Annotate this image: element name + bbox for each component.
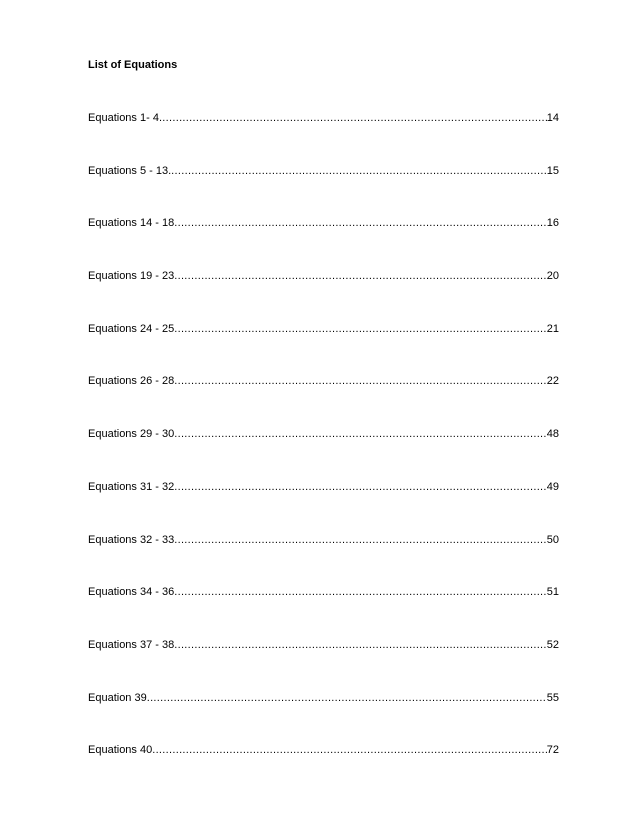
toc-entry-label: Equations 32 - 33 xyxy=(88,533,175,546)
toc-entry-page: 72 xyxy=(546,744,559,757)
dot-leader xyxy=(174,638,547,652)
toc-entry-page: 49 xyxy=(546,480,559,493)
toc-entry-page: 20 xyxy=(546,270,559,283)
toc-entry-label: Equations 29 - 30 xyxy=(88,428,175,441)
toc-entry-label: Equations 19 - 23 xyxy=(88,270,175,283)
toc-entry[interactable] xyxy=(88,164,559,217)
dot-leader xyxy=(174,585,547,599)
dot-leader xyxy=(174,533,547,547)
toc-entry[interactable] xyxy=(88,585,559,638)
toc-entry[interactable] xyxy=(88,269,559,322)
toc-entry-label: Equations 40 xyxy=(88,744,153,757)
toc-entry-page: 51 xyxy=(546,586,559,599)
toc-entry-label: Equations 34 - 36 xyxy=(88,586,175,599)
toc-entry-label: Equations 31 - 32 xyxy=(88,480,175,493)
dot-leader xyxy=(171,164,547,178)
dot-leader xyxy=(174,216,547,230)
toc-entry-label: Equations 14 - 18 xyxy=(88,217,175,230)
dot-leader xyxy=(174,427,547,441)
equation-list xyxy=(88,111,559,796)
toc-entry[interactable] xyxy=(88,427,559,480)
toc-entry-label: Equations 5 - 13. xyxy=(88,164,172,177)
toc-entry-page: 15 xyxy=(546,164,559,177)
toc-entry-page: 55 xyxy=(546,691,559,704)
toc-entry[interactable] xyxy=(88,111,559,164)
toc-entry[interactable] xyxy=(88,638,559,691)
toc-entry-label: Equations 37 - 38 xyxy=(88,638,175,651)
toc-entry[interactable] xyxy=(88,322,559,375)
dot-leader xyxy=(174,322,547,336)
dot-leader xyxy=(174,374,547,388)
toc-entry-page: 50 xyxy=(546,533,559,546)
toc-entry[interactable] xyxy=(88,480,559,533)
dot-leader xyxy=(174,269,547,283)
dot-leader xyxy=(147,691,547,705)
toc-entry-label: Equations 24 - 25 xyxy=(88,322,175,335)
toc-entry[interactable] xyxy=(88,743,559,796)
toc-entry-label: Equations 26 - 28 xyxy=(88,375,175,388)
toc-entry[interactable] xyxy=(88,533,559,586)
toc-entry[interactable] xyxy=(88,216,559,269)
dot-leader xyxy=(174,480,547,494)
toc-entry-page: 22 xyxy=(546,375,559,388)
page-title: List of Equations xyxy=(88,59,178,71)
toc-entry-label: Equations 1- 4 xyxy=(88,112,159,124)
dot-leader xyxy=(159,111,547,125)
toc-entry-page: 14 xyxy=(546,112,559,124)
toc-entry-label: Equation 39 xyxy=(88,691,147,704)
toc-entry-page: 48 xyxy=(546,428,559,441)
toc-entry-page: 21 xyxy=(546,322,559,335)
toc-entry[interactable] xyxy=(88,691,559,744)
toc-entry-page: 16 xyxy=(546,217,559,230)
toc-entry-page: 52 xyxy=(546,638,559,651)
toc-entry[interactable] xyxy=(88,374,559,427)
dot-leader xyxy=(152,743,547,757)
